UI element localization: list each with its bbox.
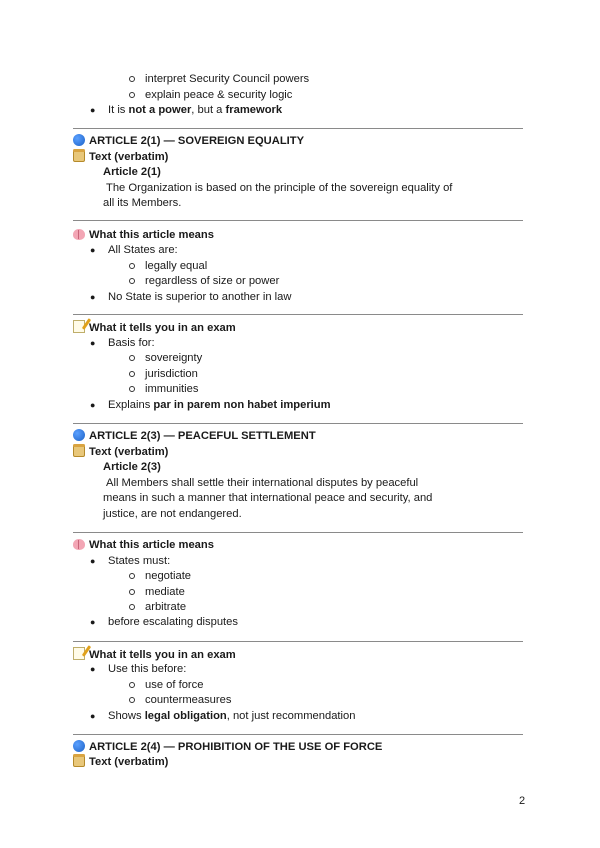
sub-bullet-icon xyxy=(129,573,135,579)
bullet-icon: ● xyxy=(90,105,96,115)
section-heading: What it tells you in an exam xyxy=(73,647,236,663)
article-text: The Organization is based on the principle of the sovereign equality of xyxy=(106,182,453,194)
article-text: All Members shall settle their international disputes by peaceful xyxy=(106,477,419,489)
article-label: Article 2(1) xyxy=(103,166,161,178)
article-text: means in such a manner that international peace and security, and xyxy=(103,492,433,504)
list-item: States must: xyxy=(108,555,171,567)
divider xyxy=(73,532,523,533)
list-item: Shows legal obligation, not just recommendation xyxy=(108,710,356,722)
list-item: Use this before: xyxy=(108,663,187,675)
article-text: justice, are not endangered. xyxy=(103,508,242,520)
scroll-icon xyxy=(73,755,85,767)
page-number: 2 xyxy=(519,795,526,807)
sub-bullet-icon xyxy=(129,386,135,392)
blue-circle-icon xyxy=(73,429,85,441)
sub-bullet-icon xyxy=(129,371,135,377)
bullet-icon: ● xyxy=(90,292,96,302)
divider xyxy=(73,734,523,735)
list-item: mediate xyxy=(145,586,185,598)
bullet-icon: ● xyxy=(90,664,96,674)
text-label: Text (verbatim) xyxy=(73,445,168,460)
list-item: immunities xyxy=(145,383,199,395)
list-item: interpret Security Council powers xyxy=(145,73,310,85)
section-heading: What it tells you in an exam xyxy=(73,320,236,336)
divider xyxy=(73,220,523,221)
scroll-icon xyxy=(73,445,85,457)
sub-bullet-icon xyxy=(129,355,135,361)
section-heading: ARTICLE 2(4) — PROHIBITION OF THE USE OF FORCE xyxy=(73,740,382,755)
list-item: explain peace & security logic xyxy=(145,89,293,101)
blue-circle-icon xyxy=(73,740,85,752)
bullet-icon: ● xyxy=(90,245,96,255)
text-label: Text (verbatim) xyxy=(73,150,168,165)
sub-bullet-icon xyxy=(129,92,135,98)
divider xyxy=(73,314,523,315)
section-heading: What this article means xyxy=(73,538,214,553)
list-item: jurisdiction xyxy=(145,368,198,380)
bullet-icon: ● xyxy=(90,400,96,410)
list-item: countermeasures xyxy=(145,694,232,706)
section-heading: ARTICLE 2(3) — PEACEFUL SETTLEMENT xyxy=(73,429,316,444)
sub-bullet-icon xyxy=(129,604,135,610)
article-label: Article 2(3) xyxy=(103,461,161,473)
memo-icon xyxy=(73,647,85,660)
list-item: use of force xyxy=(145,679,204,691)
list-item: negotiate xyxy=(145,570,192,582)
section-heading: ARTICLE 2(1) — SOVEREIGN EQUALITY xyxy=(73,134,304,149)
divider xyxy=(73,423,523,424)
sub-bullet-icon xyxy=(129,263,135,269)
memo-icon xyxy=(73,320,85,333)
scroll-icon xyxy=(73,150,85,162)
list-item: All States are: xyxy=(108,244,178,256)
brain-icon xyxy=(73,539,85,550)
bullet-icon: ● xyxy=(90,711,96,721)
article-text: all its Members. xyxy=(103,197,182,209)
bullet-icon: ● xyxy=(90,338,96,348)
bullet-icon: ● xyxy=(90,556,96,566)
bullet-icon: ● xyxy=(90,617,96,627)
list-item: regardless of size or power xyxy=(145,275,280,287)
list-item: legally equal xyxy=(145,260,208,272)
divider xyxy=(73,641,523,642)
sub-bullet-icon xyxy=(129,76,135,82)
list-item: arbitrate xyxy=(145,601,187,613)
brain-icon xyxy=(73,229,85,240)
list-item: Explains par in parem non habet imperium xyxy=(108,399,331,411)
section-heading: What this article means xyxy=(73,228,214,243)
list-item: It is not a power, but a framework xyxy=(108,104,283,116)
sub-bullet-icon xyxy=(129,697,135,703)
list-item: No State is superior to another in law xyxy=(108,291,292,303)
list-item: before escalating disputes xyxy=(108,616,238,628)
list-item: sovereignty xyxy=(145,352,203,364)
list-item: Basis for: xyxy=(108,337,155,349)
sub-bullet-icon xyxy=(129,589,135,595)
blue-circle-icon xyxy=(73,134,85,146)
text-label: Text (verbatim) xyxy=(73,755,168,770)
divider xyxy=(73,128,523,129)
sub-bullet-icon xyxy=(129,278,135,284)
sub-bullet-icon xyxy=(129,682,135,688)
